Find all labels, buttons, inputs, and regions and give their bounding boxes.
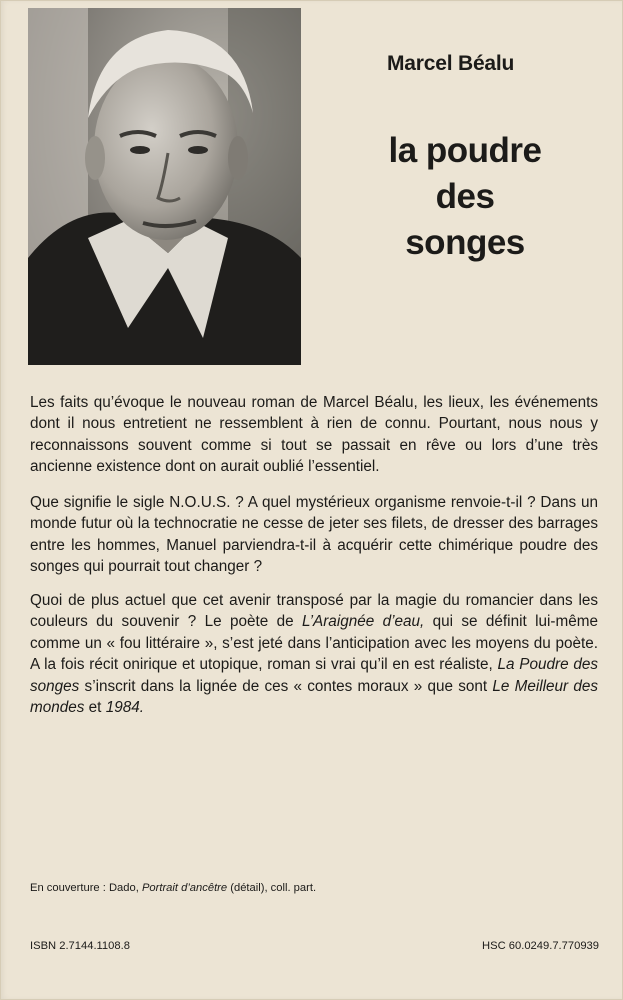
blurb-p3-italic-araignee: L’Araignée d’eau, xyxy=(301,613,425,631)
blurb-paragraph-1: Les faits qu’évoque le nouveau roman de Marcel Béalu, les lieux, les événements dont il nous entretient ne ressemblent à rien de connu. Pourtant, nous nous y reconnaissons souvent comme si tout se passait en rêve ou lors d’une très ancienne existence dont on aurait oublié l’essentiel. xyxy=(30,394,598,476)
book-title-line-1: la poudre xyxy=(388,131,542,170)
blurb-p3-text-4: et xyxy=(84,699,106,717)
author-name: Marcel Béalu xyxy=(387,52,515,75)
blurb-p3-italic-meilleur: Le Meilleur des mondes xyxy=(30,677,599,717)
isbn: ISBN 2.7144.1108.8 xyxy=(30,940,130,952)
credit-suffix: (détail), coll. part. xyxy=(227,882,317,894)
blurb-p3-text-2: qui se définit lui-même comme un « fou littéraire », s’est jeté dans l’anticipation avec les moyens du poète. A la fois récit onirique et utopique, roman si vrai qu’il en est réaliste, xyxy=(30,613,598,674)
credit-prefix: En couverture : Dado, xyxy=(30,882,142,894)
book-title xyxy=(350,128,580,266)
hsc-code: HSC 60.0249.7.770939 xyxy=(482,940,599,952)
credit-work: Portrait d’ancêtre xyxy=(141,882,228,894)
blurb-p3-text-3: s’inscrit dans la lignée de ces « contes moraux » que sont xyxy=(79,677,493,695)
blurb-p3-text-1: Quoi de plus actuel que cet avenir transposé par la magie du romancier dans les couleurs du souvenir ? Le poète de xyxy=(30,592,598,631)
blurb-paragraph-2: Que signifie le sigle N.O.U.S. ? A quel mystérieux organisme renvoie-t-il ? Dans un monde futur où la technocratie ne cesse de jeter ses filets, de dresser des barrages entre les hommes, Manuel parviendra-t-il à acquérir cette chimérique poudre des songes qui pourrait tout changer ? xyxy=(30,494,598,576)
book-title-line-2: des xyxy=(435,177,495,216)
cover-credit xyxy=(30,882,316,894)
author-photo xyxy=(28,8,301,365)
blurb-p3-italic-poudre: La Poudre des songes xyxy=(30,656,598,695)
blurb-p3-italic-1984: 1984. xyxy=(105,699,144,717)
book-title-line-3: songes xyxy=(405,223,525,262)
blurb-paragraph-3 xyxy=(30,590,598,718)
